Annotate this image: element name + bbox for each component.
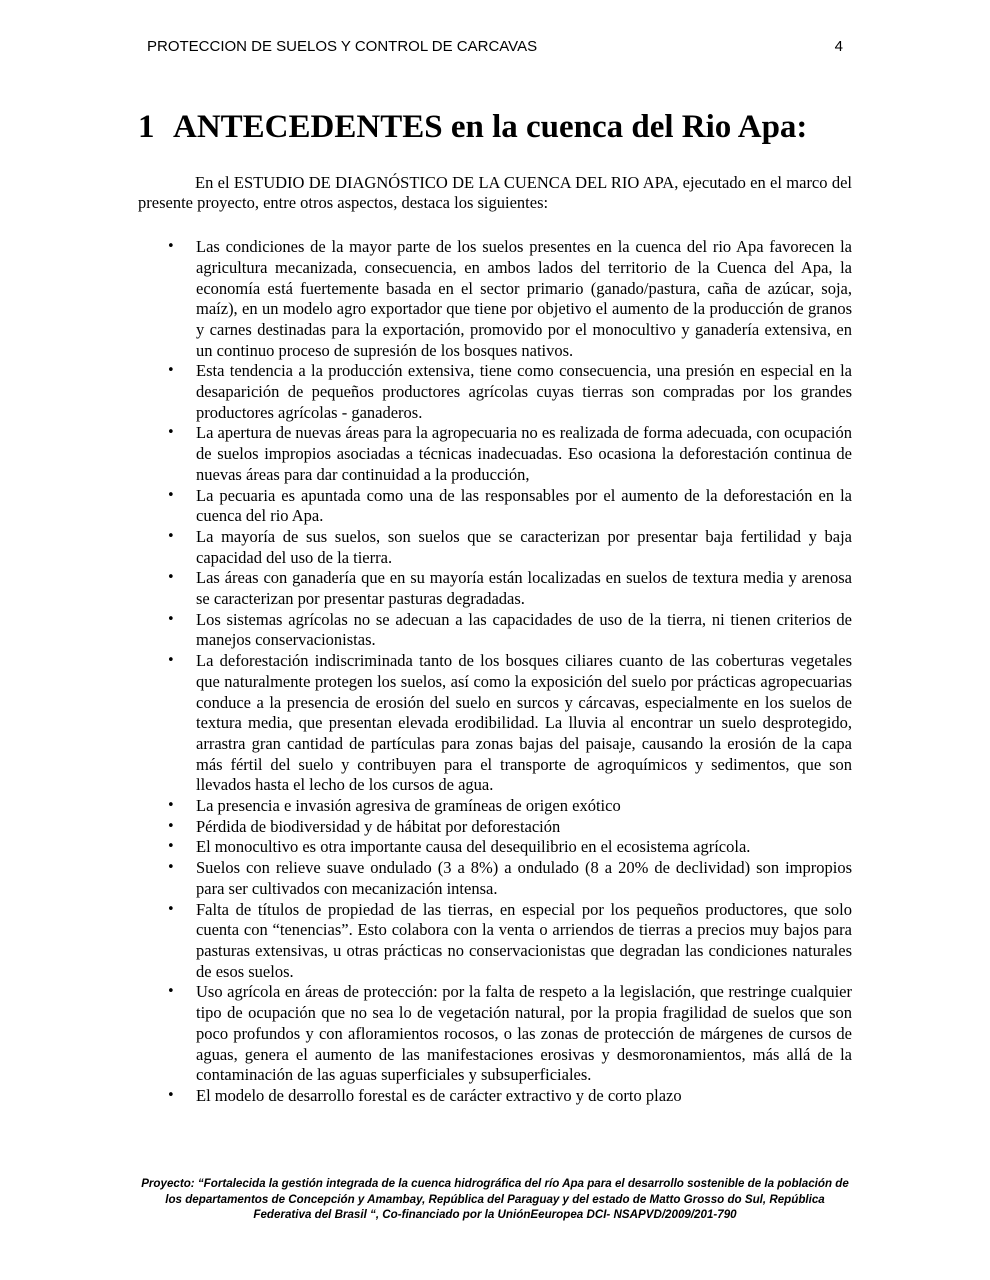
list-item-text: El monocultivo es otra importante causa del desequilibrio en el ecosistema agrícola. bbox=[196, 837, 751, 857]
list-item-text: Los sistemas agrícolas no se adecuan a las capacidades de uso de la tierra, ni tienen criterios de manejos conservacionistas. bbox=[196, 609, 852, 650]
list-item bbox=[138, 237, 852, 361]
bullet-icon: • bbox=[167, 901, 175, 917]
bullet-icon: • bbox=[167, 487, 175, 503]
bullet-icon: • bbox=[167, 363, 175, 379]
list-item bbox=[138, 527, 852, 568]
bullet-icon: • bbox=[167, 860, 175, 876]
bullet-icon: • bbox=[167, 425, 175, 441]
list-item-text: Suelos con relieve suave ondulado (3 a 8%) a ondulado (8 a 20% de declividad) son impropios para ser cultivados con mecanización intensa. bbox=[196, 858, 852, 898]
page-number: 4 bbox=[834, 38, 843, 55]
list-item bbox=[138, 486, 852, 527]
list-item bbox=[138, 900, 852, 983]
list-item bbox=[138, 568, 852, 609]
list-item bbox=[138, 361, 852, 423]
list-item-text: Pérdida de biodiversidad y de hábitat por deforestación bbox=[196, 816, 561, 836]
list-item-text: El modelo de desarrollo forestal es de carácter extractivo y de corto plazo bbox=[196, 1085, 682, 1105]
document-body bbox=[138, 109, 852, 1107]
list-item bbox=[138, 610, 852, 651]
list-item bbox=[138, 651, 852, 796]
list-item-text: Esta tendencia a la producción extensiva, tiene como consecuencia, una presión en especial en la desaparición de pequeños productores agrícolas cuyas tierras son compradas por los grandes productores agrícolas - ganaderos. bbox=[196, 361, 852, 422]
bullet-icon: • bbox=[167, 653, 175, 669]
list-item-text: La mayoría de sus suelos, son suelos que se caracterizan por presentar baja fertilidad y baja capacidad del uso de la tierra. bbox=[196, 526, 852, 567]
list-item-text: La deforestación indiscriminada tanto de los bosques ciliares cuanto de las coberturas vegetales que naturalmente protegen los suelos, así como la exposición del suelo por prácticas agropecuarias conduce a la presencia de erosión del suelo en surcos y cárcavas, especialmente en los suelos de textura media, que presentan elevada erodibilidad. La lluvia al encontrar un suelo desprotegido, arrastra gran cantidad de partículas para zonas bajas del paisaje, causando la erosión de la capa más fértil del suelo y contribuyen para el transporte de agroquímicos y sedimentos, que son llevados hasta el lecho de los cursos de agua. bbox=[196, 651, 852, 795]
list-item-text: La presencia e invasión agresiva de gramíneas de origen exótico bbox=[196, 796, 621, 816]
bullet-icon: • bbox=[167, 239, 175, 255]
list-item bbox=[138, 837, 852, 858]
intro-paragraph: En el ESTUDIO DE DIAGNÓSTICO DE LA CUENCA DEL RIO APA, ejecutado en el marco del presente proyecto, entre otros aspectos, destaca los siguientes: bbox=[138, 172, 852, 213]
bullet-icon: • bbox=[167, 611, 175, 627]
bullet-icon: • bbox=[167, 839, 175, 855]
list-item-text: Uso agrícola en áreas de protección: por la falta de respeto a la legislación, que restringe cualquier tipo de ocupación que no sea lo de vegetación natural, por la propia fragilidad de suelos que son poco profundos y con afloramientos rocosos, o las zonas de protección de márgenes de cursos de aguas, genera el aumento de las manifestaciones erosivas y desmoronamientos, más allá de la contaminación de las aguas superficiales y subsuperficiales. bbox=[196, 982, 852, 1085]
bullet-icon: • bbox=[167, 570, 175, 586]
list-item-text: Las áreas con ganadería que en su mayoría están localizadas en suelos de textura media y arenosa se caracterizan por presentar pasturas degradadas. bbox=[196, 568, 852, 609]
list-item bbox=[138, 1086, 852, 1107]
list-item-text: La apertura de nuevas áreas para la agropecuaria no es realizada de forma adecuada, con ocupación de suelos impropios asociadas a técnicas inadecuadas. Eso ocasiona la deforestación continua de nuevas áreas para dar continuidad a la producción, bbox=[196, 423, 852, 484]
page-footer: Proyecto: “Fortalecida la gestión integrada de la cuenca hidrográfica del río Apa para el desarrollo sostenible de la población de los departamentos de Concepción y Amambay, República del Paraguay y del estado de Matto Grosso do Sul, República Federativa del Brasil “, Co-financiado por la UniónEeuropea DCI- NSAPVD/2009/201-790 bbox=[141, 1177, 849, 1221]
bullet-icon: • bbox=[167, 818, 175, 834]
list-item-text: Las condiciones de la mayor parte de los suelos presentes en la cuenca del rio Apa favorecen la agricultura mecanizada, consecuencia, en ambos lados del territorio de la Cuenca del Apa, la economía está fuertemente basada en el sector primario (ganado/pastura, caña de azúcar, soja, maíz), en un modelo agro exportador que tiene por objetivo el aumento de la producción de granos y carnes destinadas para la exportación, promovido por el monocultivo y ganadería extensiva, en un continuo proceso de supresión de los bosques nativos. bbox=[196, 237, 852, 360]
list-item bbox=[138, 982, 852, 1086]
section-title: ANTECEDENTES en la cuenca del Rio Apa: bbox=[173, 109, 808, 145]
list-item bbox=[138, 423, 852, 485]
list-item bbox=[138, 817, 852, 838]
bullet-icon: • bbox=[167, 984, 175, 1000]
bullet-icon: • bbox=[167, 528, 175, 544]
list-item-text: La pecuaria es apuntada como una de las responsables por el aumento de la deforestación en la cuenca del rio Apa. bbox=[196, 485, 852, 526]
bullet-icon: • bbox=[167, 1087, 175, 1103]
header-title: PROTECCION DE SUELOS Y CONTROL DE CARCAVAS bbox=[147, 38, 538, 55]
list-item bbox=[138, 858, 852, 899]
list-item-text: Falta de títulos de propiedad de las tierras, en especial por los pequeños productores, que solo cuenta con “tenencias”. Esto colabora con la venta o arriendos de tierras a precios muy bajos para pasturas extensivas, u otras prácticas no conservacionistas que degradan las condiciones naturales de esos suelos. bbox=[196, 899, 852, 981]
bullet-list bbox=[138, 237, 852, 1107]
bullet-icon: • bbox=[167, 798, 175, 814]
section-heading bbox=[138, 109, 852, 145]
section-number: 1 bbox=[138, 109, 155, 145]
list-item bbox=[138, 796, 852, 817]
